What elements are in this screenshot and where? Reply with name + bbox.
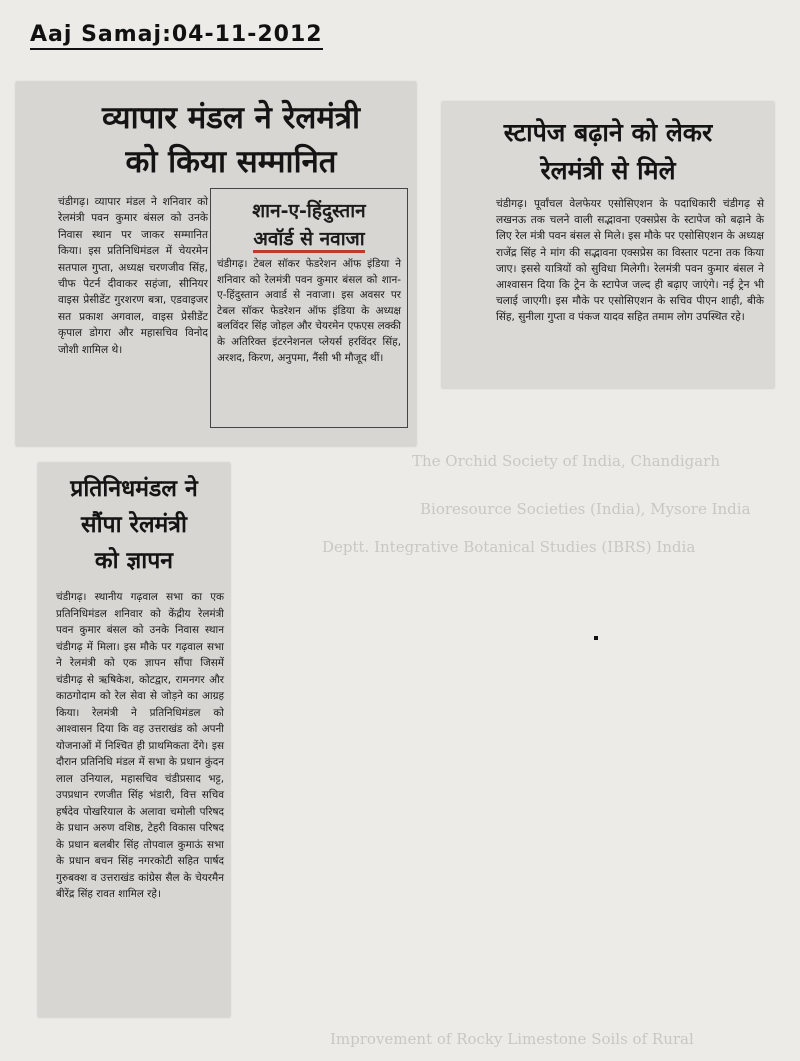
article-headline: प्रतिनिधमंडल ने सौंपा रेलमंत्री को ज्ञापन [70,476,198,574]
bleed-through-line: The Orchid Society of India, Chandigarh [412,452,720,470]
inset-body: चंडीगढ़। टेबल सॉकर फेडरेशन ऑफ इंडिया ने शनिवार को रेलमंत्री पवन कुमार बंसल को शान-ए-हिंदुस्तान अवार्ड से नवाजा। इस अवसर पर टेबल सॉकर फेडरेशन ऑफ इंडिया के अध्यक्ष बलविंदर सिंह जोहल और चेयरमेन एफएस लक्की के अतिरिक्त इंटरनेशनल प्लेयर्स हरविंदर सिंह, अरशद, किरण, अनुपमा, नैंसी भी मौजूद थीं। [217,258,401,364]
news-clipping-memorandum [38,463,230,1017]
article-body: चंडीगढ़। पूर्वांचल वेलफेयर एसोसिएशन के पदाधिकारी चंडीगढ़ से लखनऊ तक चलने वाली सद्भावना एक्सप्रेस के स्टापेज को बढ़ाने के लिए रेल मंत्री पवन बंसल से मिले। इस मौके पर एसोसिएशन के अध्यक्ष राजेंद्र सिंह ने मांग की सद्भावना एक्सप्रेस का विस्तार पटना तक किया जाए। इससे यात्रियों को सुविधा मिलेगी। रेलमंत्री पवन कुमार बंसल ने आश्वासन दिया कि ट्रेन के स्टापेज जल्द ही बढ़ाए जाएंगे। नई ट्रेन भी चलाई जाएगी। इस मौके पर एसोसिएशन के सचिव पीएन शाही, बीके सिंह, सुनीला गुप्ता व पंकज यादव सहित तमाम लोग उपस्थित रहे। [496,198,764,324]
article-body: चंडीगढ़। व्यापार मंडल ने शनिवार को रेलमंत्री पवन कुमार बंसल को उनके निवास स्थान पर जाकर सम्मानित किया। इस प्रतिनिधिमंडल में चेयरमेन सतपाल गुप्ता, अध्यक्ष चरणजीव सिंह, चीफ पेटर्न दीवाकर सहंजा, सीनियर वाइस प्रेसीडेंट गुरशरण बत्रा, एडवाइजर सत प्रकाश अगवाल, वाइस प्रेसीडेंट कृपाल डोगरा और महासचिव विनोद जोशी शामिल थे। [58,196,208,356]
article-headline: व्यापार मंडल ने रेलमंत्री को किया सम्मानित [101,100,361,180]
bleed-through-line: Bioresource Societies (India), Mysore India [420,500,751,518]
news-clipping-stoppage-demand [442,102,774,388]
article-headline: स्टापेज बढ़ाने को लेकर रेलमंत्री से मिले [503,118,713,185]
news-clipping-traders-felicitation [16,82,416,446]
speck [594,636,598,640]
newspaper-source-date: Aaj Samaj:04-11-2012 [30,22,323,50]
bleed-through-line: Deptt. Integrative Botanical Studies (IBRS) India [322,538,696,556]
inset-article-award [210,188,408,428]
inset-headline: शान-ए-हिंदुस्तान अवॉर्ड से नवाजा [215,197,403,253]
bleed-through-line: Improvement of Rocky Limestone Soils of Rural [330,1030,694,1048]
article-body: चंडीगढ़। स्थानीय गढ़वाल सभा का एक प्रतिनिधिमंडल शनिवार को केंद्रीय रेलमंत्री पवन कुमार बंसल को उनके निवास स्थान चंडीगढ़ में मिला। इस मौके पर गढ़वाल सभा ने रेलमंत्री को एक ज्ञापन सौंपा जिसमें चंडीगढ़ से ऋषिकेश, कोटद्वार, रामनगर और काठगोदाम को रेल सेवा से जोड़ने का आग्रह किया। रेलमंत्री ने प्रतिनिधिमंडल को आश्वासन दिया कि वह उत्तराखंड को अपनी योजनाओं में निश्चित ही प्राथमिकता देंगे। इस दौरान प्रतिनिधि मंडल में सभा के प्रधान कुंदन लाल उनियाल, महासचिव चंडीप्रसाद भट्ट, उपप्रधान रणजीत सिंह भंडारी, वित्त सचिव हर्षदेव पोखरियाल के अलावा चमोली परिषद के प्रधान अरुण वशिष्ठ, टेहरी विकास परिषद के प्रधान बलबीर सिंह तोपवाल कुमाऊं सभा के प्रधान बचन सिंह नगरकोटी सहित पार्षद गुरुबक्श व उत्तराखंड कांग्रेस सैल के चेयरमैन बीरेंद्र सिंह रावत शामिल रहे। [56,591,224,900]
